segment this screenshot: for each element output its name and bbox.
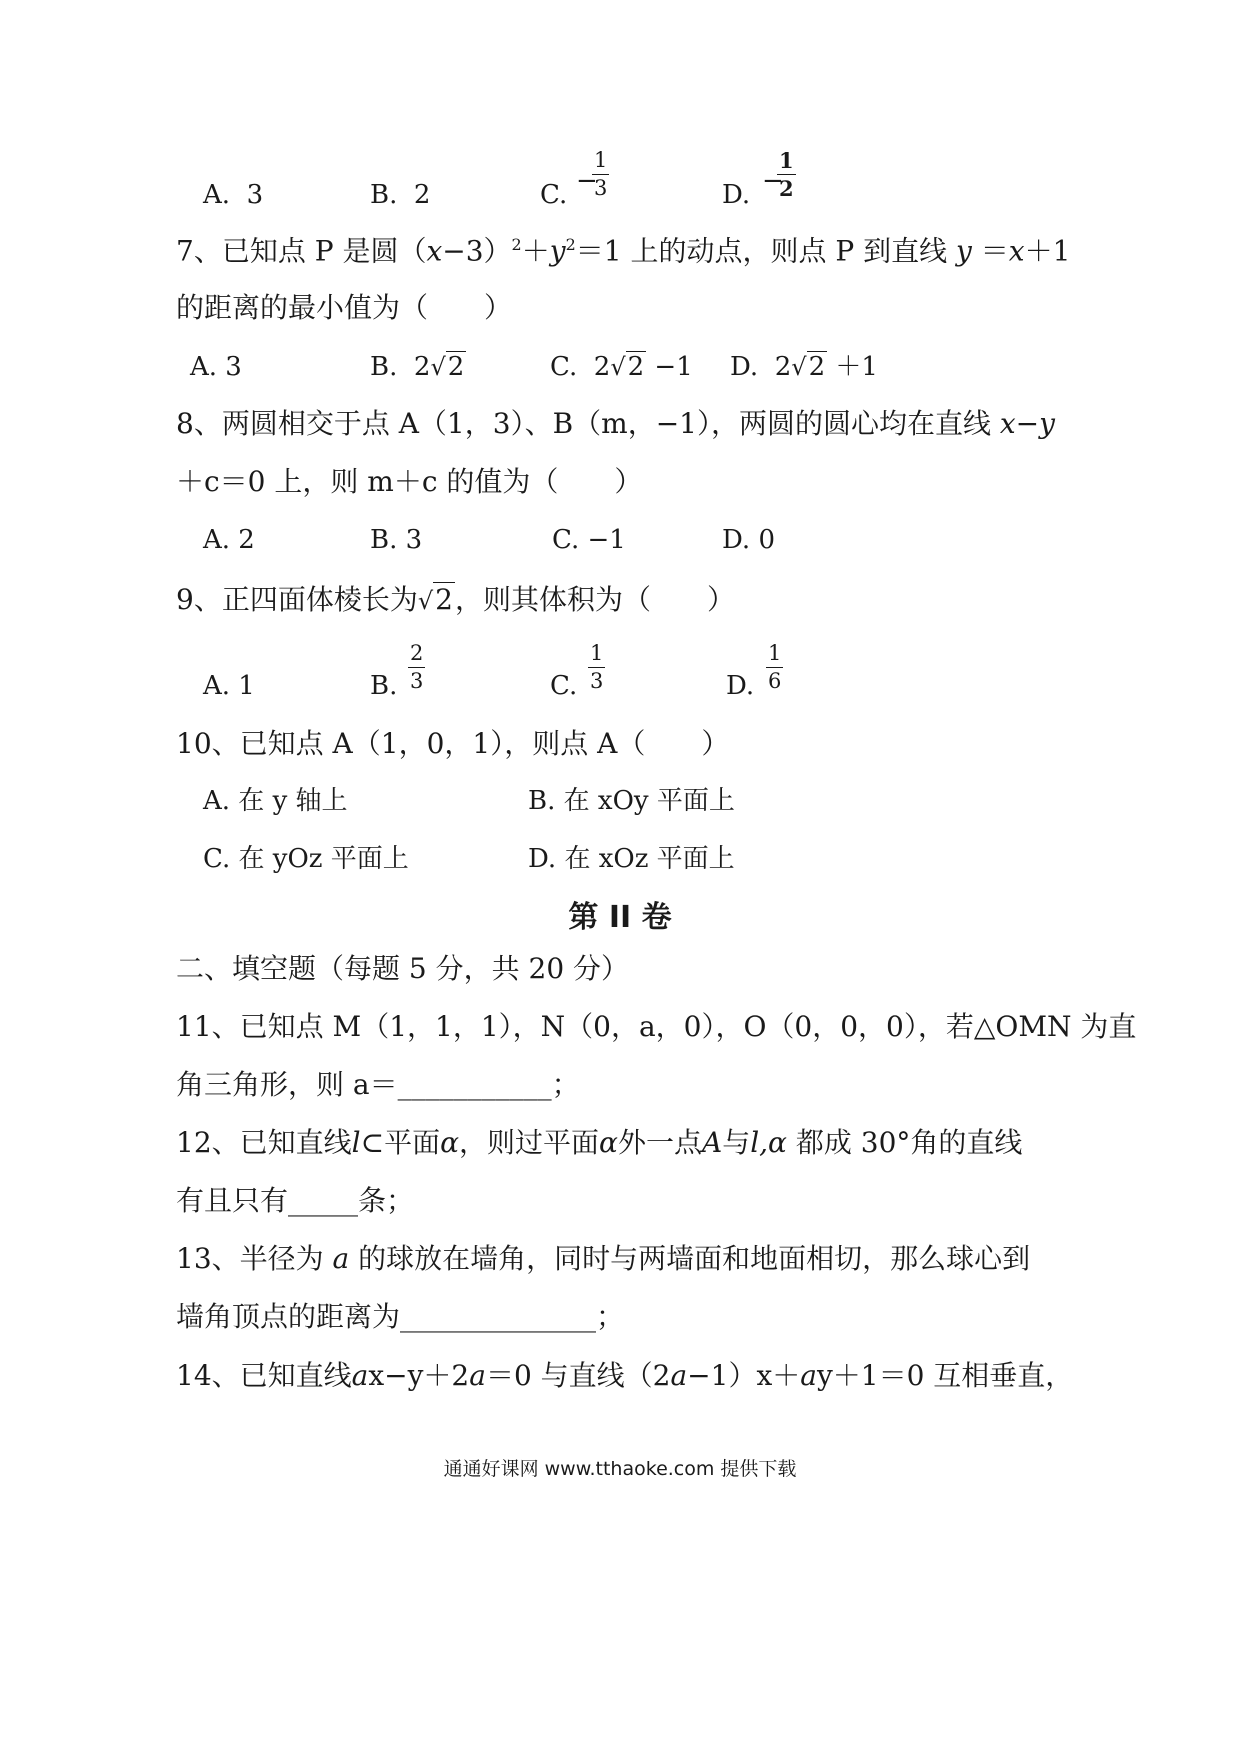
q6-option-c-label: C. [540, 180, 568, 210]
q11-question-line1: 11、已知点 M（1，1，1），N（0，a，0），O（0，0，0），若△OMN 为直 [176, 1010, 1137, 1043]
q8-option-b: B. 3 [370, 525, 423, 555]
q8-option-a: A. 2 [203, 525, 255, 555]
q8-option-d: D. 0 [722, 525, 775, 555]
q14-question-line1: 14、已知直线ax−y＋2a＝0 与直线（2a−1）x＋ay＋1＝0 互相垂直， [176, 1359, 1074, 1392]
q7-option-d: D. 2√2 ＋1 [730, 352, 878, 382]
q10-option-c: C. 在 yOz 平面上 [203, 844, 409, 874]
q9-option-d-label: D. [726, 671, 755, 701]
q11-question-line2: 角三角形，则 a＝___________； [176, 1068, 580, 1101]
q6-option-a: A. 3 [203, 180, 264, 210]
q7-option-a: A. 3 [190, 352, 242, 382]
q10-question: 10、已知点 A（1，0，1），则点 A（ ） [176, 727, 730, 760]
section-title: 第 II 卷 [568, 900, 672, 935]
q9-question: 9、正四面体棱长为√2，则其体积为（ ） [176, 583, 735, 616]
q8-option-c: C. −1 [552, 525, 626, 555]
q8-question-line1: 8、两圆相交于点 A（1，3）、B（m，−1），两圆的圆心均在直线 x−y [176, 407, 1055, 440]
q9-option-c-label: C. [550, 671, 578, 701]
q9-option-c-fraction: 1 3 [590, 641, 604, 693]
q12-question-line2: 有且只有_____条； [176, 1184, 415, 1217]
q6-option-d-sign: − [762, 166, 784, 196]
q9-option-a: A. 1 [203, 671, 255, 701]
q10-option-a: A. 在 y 轴上 [203, 786, 348, 816]
q7-option-c: C. 2√2 −1 [550, 352, 693, 382]
q6-option-b: B. 2 [370, 180, 431, 210]
q9-option-b-fraction: 2 3 [410, 641, 424, 693]
part2-heading: 二、填空题（每题 5 分，共 20 分） [176, 952, 630, 985]
q8-question-line2: ＋c＝0 上，则 m＋c 的值为（ ） [176, 465, 643, 498]
q7-question-line2: 的距离的最小值为（ ） [176, 291, 513, 324]
q13-question-line1: 13、半径为 a 的球放在墙角，同时与两墙面和地面相切，那么球心到 [176, 1242, 1031, 1275]
q6-option-d-label: D. [722, 180, 751, 210]
q9-option-b-label: B. [370, 671, 398, 701]
q6-option-c-fraction: 1 3 [594, 148, 608, 200]
q10-option-d: D. 在 xOz 平面上 [528, 844, 735, 874]
q13-question-line2: 墙角顶点的距离为______________； [176, 1300, 625, 1333]
q7-question-line1: 7、已知点 P 是圆$(x-3)^2+y^2=1$ 上的动点，则点 P 到直线 y ＝x＋1 [176, 234, 1071, 268]
q10-option-b: B. 在 xOy 平面上 [528, 786, 735, 816]
q7-option-b: B. 2√2 [370, 352, 465, 382]
q9-option-d-fraction: 1 6 [768, 641, 782, 693]
q6-option-c-sign: − [576, 166, 598, 196]
page-footer: 通通好课网 www.tthaoke.com 提供下载 [443, 1458, 797, 1480]
q12-question-line1: 12、已知直线l⊂平面α，则过平面α外一点A与l,α 都成 30°角的直线 [176, 1126, 1023, 1159]
q6-option-d-fraction: 1 2 [779, 148, 794, 201]
